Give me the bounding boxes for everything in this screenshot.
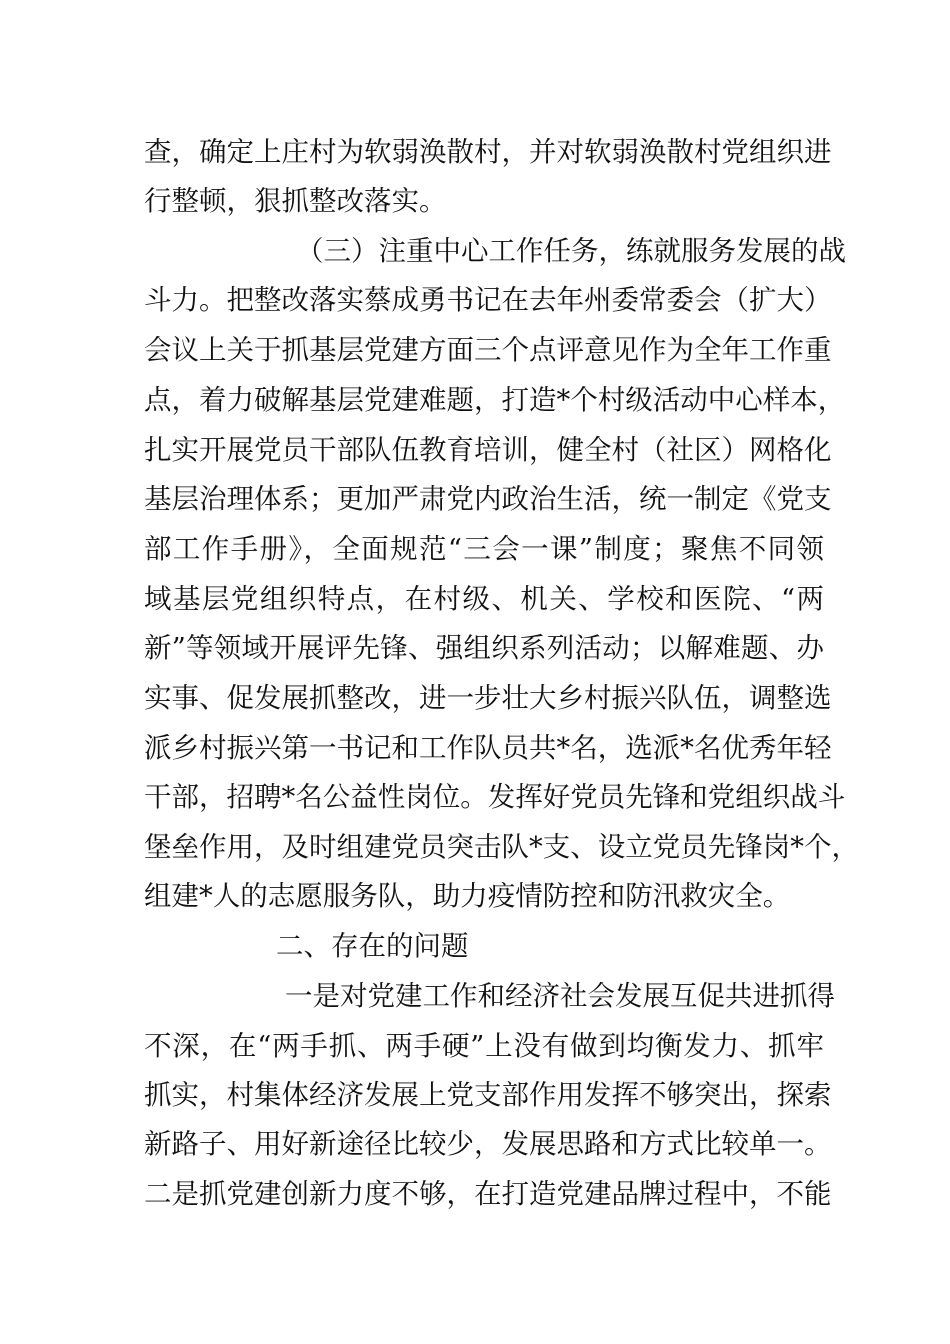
body-text-line: 不深，在“两手抓、两手硬”上没有做到均衡发力、抓牢 — [144, 1030, 824, 1062]
section-heading-line: （三）注重中心工作任务，练就服务发展的战 — [296, 235, 846, 267]
body-text-line: 行整顿，狠抓整改落实。 — [144, 185, 447, 217]
body-text-line: 干部，招聘*名公益性岗位。发挥好党员先锋和党组织战斗 — [144, 781, 846, 813]
body-text-line: 会议上关于抓基层党建方面三个点评意见作为全年工作重 — [144, 334, 832, 366]
body-text-line: 部工作手册》，全面规范“三会一课”制度；聚焦不同领 — [144, 533, 824, 565]
body-text-line: 实事、促发展抓整改，进一步壮大乡村振兴队伍，调整选 — [144, 682, 832, 714]
body-text-line: 斗力。把整改落实蔡成勇书记在去年州委常委会（扩大） — [144, 284, 832, 316]
body-text-line: 查，确定上庄村为软弱涣散村，并对软弱涣散村党组织进 — [144, 136, 832, 168]
body-text-line: 新路子、用好新途径比较少，发展思路和方式比较单一。 — [144, 1128, 832, 1160]
body-text-line: 组建*人的志愿服务队，助力疫情防控和防汛救灾全。 — [144, 880, 791, 912]
body-text-line: 派乡村振兴第一书记和工作队员共*名，选派*名优秀年轻 — [144, 732, 832, 764]
body-text-line: 一是对党建工作和经济社会发展互促共进抓得 — [285, 980, 835, 1012]
body-text-line: 二是抓党建创新力度不够，在打造党建品牌过程中，不能 — [144, 1178, 832, 1210]
body-text-line: 基层治理体系；更加严肃党内政治生活，统一制定《党支 — [144, 483, 832, 515]
body-text-line: 域基层党组织特点，在村级、机关、学校和医院、“两 — [144, 583, 824, 615]
body-text-line: 新”等领域开展评先锋、强组织系列活动；以解难题、办 — [144, 632, 824, 664]
section-heading-line: 二、存在的问题 — [276, 930, 469, 962]
body-text-line: 堡垒作用，及时组建党员突击队*支、设立党员先锋岗*个， — [144, 831, 859, 863]
body-text-line: 抓实，村集体经济发展上党支部作用发挥不够突出，探索 — [144, 1079, 832, 1111]
body-text-line: 扎实开展党员干部队伍教育培训，健全村（社区）网格化 — [144, 434, 832, 466]
body-text-line: 点，着力破解基层党建难题，打造*个村级活动中心样本， — [144, 384, 846, 416]
